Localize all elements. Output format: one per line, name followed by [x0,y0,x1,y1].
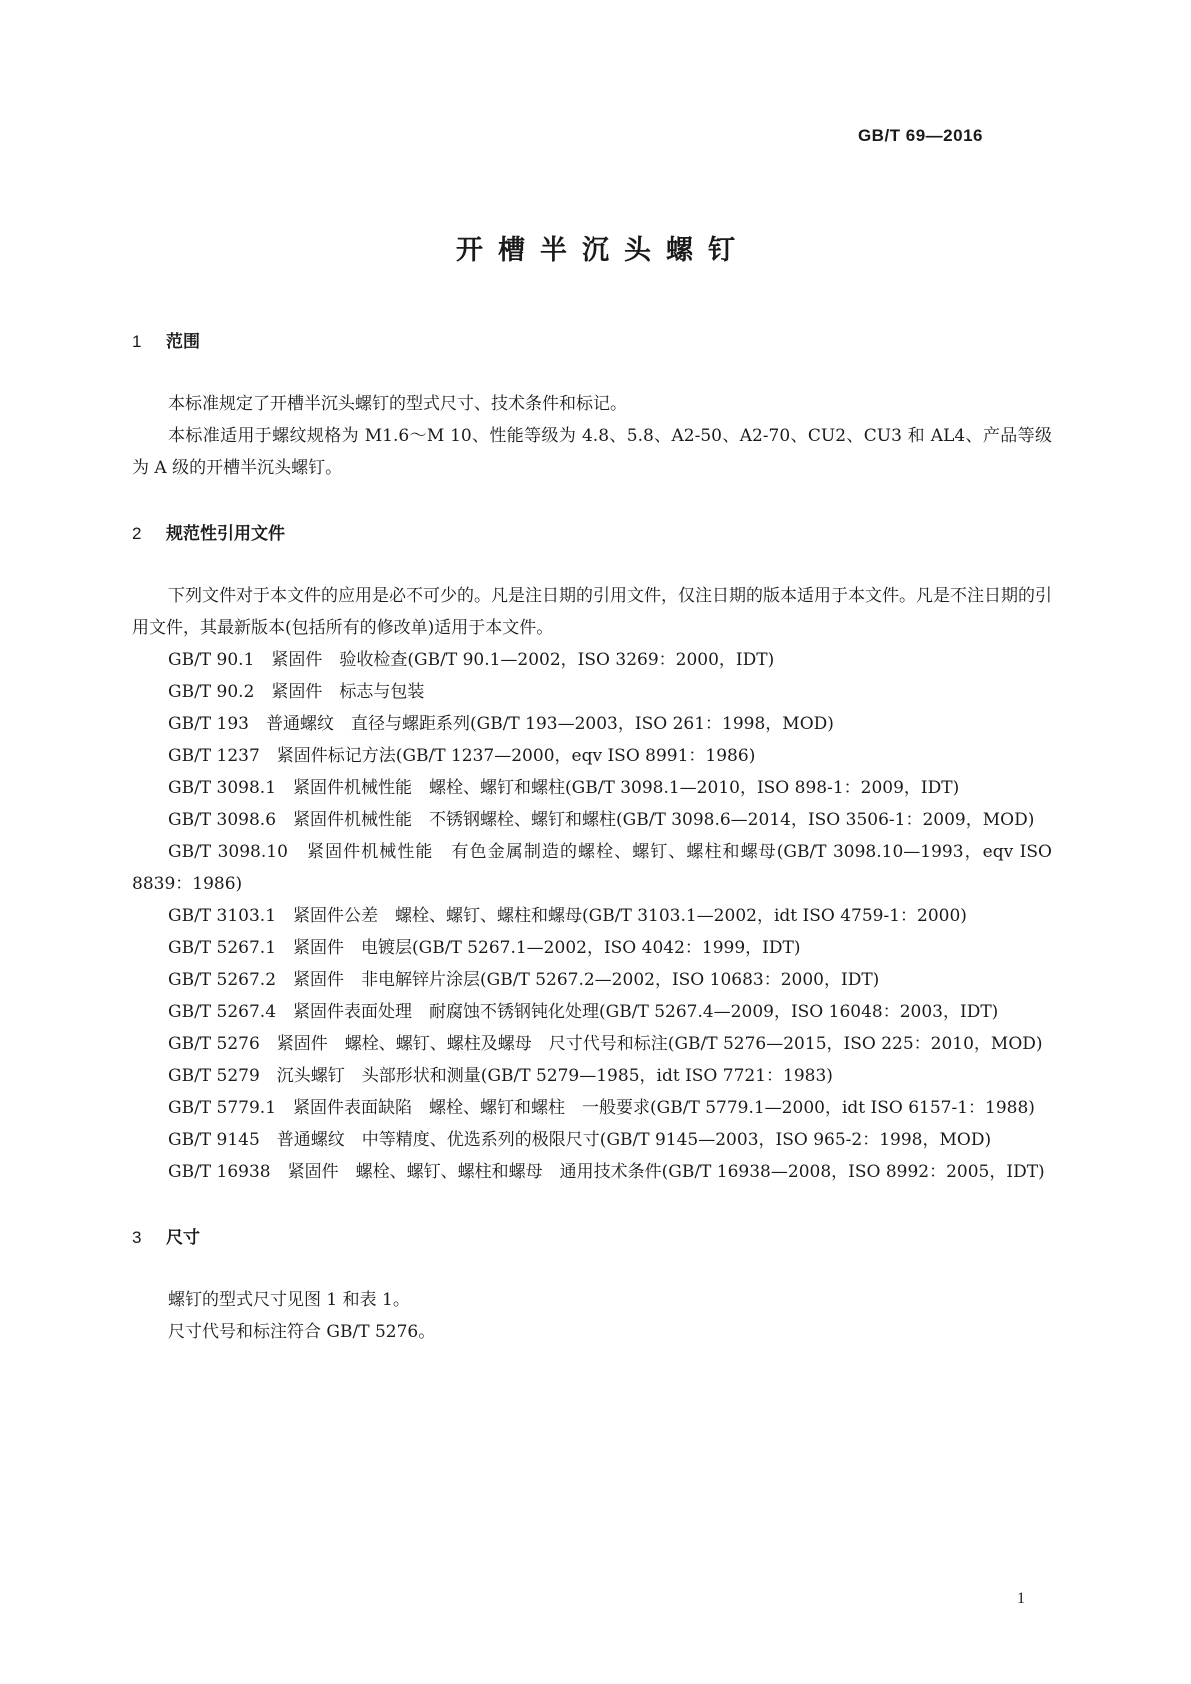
reference-item: GB/T 90.1 紧固件 验收检查(GB/T 90.1—2002，ISO 3269：2000，IDT) [168,650,775,670]
reference-item: GB/T 3098.1 紧固件机械性能 螺栓、螺钉和螺柱(GB/T 3098.1—2010，ISO 898-1：2009，IDT) [168,778,960,798]
document-title: 开槽半沉头螺钉 [456,235,750,266]
section-2-heading [132,522,1052,546]
reference-item: GB/T 5267.2 紧固件 非电解锌片涂层(GB/T 5267.2—2002，ISO 10683：2000，IDT) [168,970,880,990]
reference-item: GB/T 5267.1 紧固件 电镀层(GB/T 5267.1—2002，ISO 4042：1999，IDT) [168,938,801,958]
section-number: 2 [132,524,142,543]
reference-item: GB/T 5276 紧固件 螺栓、螺钉、螺柱及螺母 尺寸代号和标注(GB/T 5276—2015，ISO 225：2010，MOD) [168,1034,1043,1054]
section-title: 规范性引用文件 [166,524,285,544]
reference-item: GB/T 3098.10 紧固件机械性能 有色金属制造的螺栓、螺钉、螺柱和螺母(GB/T 3098.10—1993，eqv ISO 8839：1986) [132,842,1052,894]
section-title: 范围 [166,332,200,352]
reference-item: GB/T 9145 普通螺纹 中等精度、优选系列的极限尺寸(GB/T 9145—2003，ISO 965-2：1998，MOD) [168,1130,992,1150]
page-number: 1 [1017,1590,1025,1607]
paragraph: 本标准规定了开槽半沉头螺钉的型式尺寸、技术条件和标记。 [168,394,627,414]
paragraph: 下列文件对于本文件的应用是必不可少的。凡是注日期的引用文件，仅注日期的版本适用于本文件。凡是不注日期的引用文件，其最新版本(包括所有的修改单)适用于本文件。 [132,586,1052,638]
reference-item: GB/T 1237 紧固件标记方法(GB/T 1237—2000，eqv ISO 8991：1986) [168,746,756,766]
section-title: 尺寸 [166,1228,200,1248]
paragraph: 螺钉的型式尺寸见图 1 和表 1。 [168,1290,410,1310]
reference-item: GB/T 16938 紧固件 螺栓、螺钉、螺柱和螺母 通用技术条件(GB/T 16938—2008，ISO 8992：2005，IDT) [168,1162,1045,1182]
standard-id: GB/T 69—2016 [857,126,983,145]
paragraph: 尺寸代号和标注符合 GB/T 5276。 [168,1322,436,1342]
section-3-body [132,1284,1052,1348]
section-2-body [132,580,1052,1188]
paragraph: 本标准适用于螺纹规格为 M1.6～M 10、性能等级为 4.8、5.8、A2-50、A2-70、CU2、CU3 和 AL4、产品等级为 A 级的开槽半沉头螺钉。 [132,426,1052,478]
section-3-heading [132,1226,1052,1250]
reference-item: GB/T 90.2 紧固件 标志与包装 [168,682,425,702]
reference-item: GB/T 3103.1 紧固件公差 螺栓、螺钉、螺柱和螺母(GB/T 3103.1—2002，idt ISO 4759-1：2000) [168,906,967,926]
section-1-heading [132,330,1052,354]
section-number: 3 [132,1228,142,1247]
reference-item: GB/T 3098.6 紧固件机械性能 不锈钢螺栓、螺钉和螺柱(GB/T 3098.6—2014，ISO 3506-1：2009，MOD) [168,810,1035,830]
document-body [132,330,1052,1386]
reference-item: GB/T 193 普通螺纹 直径与螺距系列(GB/T 193—2003，ISO 261：1998，MOD) [168,714,834,734]
section-number: 1 [132,332,142,351]
reference-item: GB/T 5267.4 紧固件表面处理 耐腐蚀不锈钢钝化处理(GB/T 5267.4—2009，ISO 16048：2003，IDT) [168,1002,999,1022]
reference-item: GB/T 5779.1 紧固件表面缺陷 螺栓、螺钉和螺柱 一般要求(GB/T 5779.1—2000，idt ISO 6157-1：1988) [168,1098,1035,1118]
section-1-body [132,388,1052,484]
reference-item: GB/T 5279 沉头螺钉 头部形状和测量(GB/T 5279—1985，idt ISO 7721：1983) [168,1066,833,1086]
